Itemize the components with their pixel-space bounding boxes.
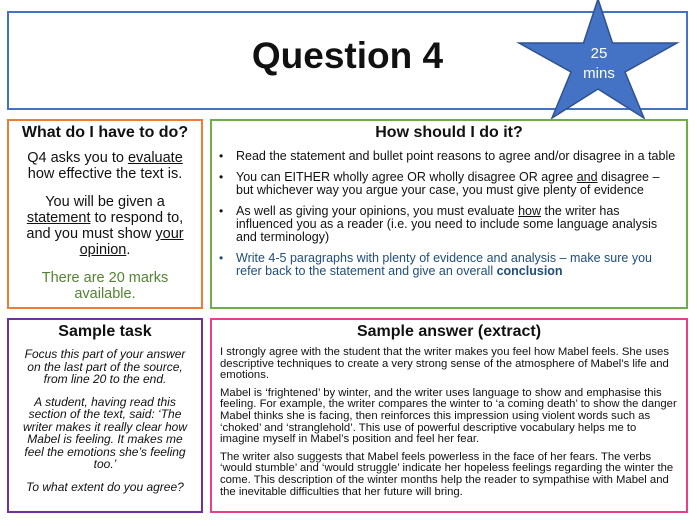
what-intro-pre: Q4 asks you to xyxy=(27,150,128,166)
task-paragraph-2: A student, having read this section of the text, said: ‘The writer makes it really clear how Mabel is feeling. It makes me feel the emotions she’s feeling too.’ xyxy=(22,394,188,471)
how-bullet-3-underlined: how xyxy=(518,204,542,218)
page-title: Question 4 xyxy=(251,35,444,76)
how-bullet-3-pre: As well as giving your opinions, you must evaluate xyxy=(236,204,519,218)
answer-heading: Sample answer (extract) xyxy=(356,323,542,340)
what-marks: There are 20 marks available. xyxy=(41,270,169,302)
how-bullet-4-pre: Write 4-5 paragraphs with plenty of evidence and analysis – make sure you refer back to the statement and give an overall xyxy=(236,251,652,278)
what-statement-underlined-1: statement xyxy=(26,210,91,226)
answer-paragraph-3: The writer also suggests that Mabel feels powerless in the face of her fears. The verbs ‘would stumble’ and ‘would struggle’ indicate her hopeless feelings regarding the winter the come. This description of the winter months help the reader to sympathise with Mabel and the inevitable difficulties that her future will bring. xyxy=(220,450,674,498)
how-bullet-4-bold: conclusion xyxy=(496,264,563,278)
how-bullet-3-post: the writer has influenced you as a reader (i.e. you need to include some language analysis and terminology) xyxy=(236,204,658,244)
what-statement-pre: You will be given a xyxy=(45,194,165,210)
bullet-dot-icon: • xyxy=(219,251,224,265)
how-bullet-list xyxy=(219,149,676,278)
how-bullet-2 xyxy=(219,170,676,197)
timer-minutes: 25 xyxy=(590,45,608,62)
what-statement xyxy=(15,194,195,258)
what-intro-post: how effective the text is. xyxy=(27,166,183,182)
how-bullet-2-pre: You can EITHER wholly agree OR wholly disagree OR agree xyxy=(236,170,577,184)
sample-task-panel xyxy=(7,318,203,513)
what-statement-mid: to respond to, and you must show xyxy=(26,210,184,242)
how-bullet-2-underlined: and xyxy=(576,170,598,184)
how-to-do-panel xyxy=(210,119,688,309)
what-statement-underlined-2: your opinion xyxy=(79,226,184,258)
how-bullet-1 xyxy=(219,149,676,163)
what-intro xyxy=(15,150,195,182)
what-statement-post: . xyxy=(126,242,131,258)
how-heading: How should I do it? xyxy=(375,124,523,141)
task-paragraph-1: Focus this part of your answer on the last part of the source, from line 20 to the end. xyxy=(24,347,186,386)
how-bullet-4 xyxy=(219,251,676,278)
what-heading: What do I have to do? xyxy=(21,124,189,141)
timer-unit: mins xyxy=(583,65,615,82)
bullet-dot-icon: • xyxy=(219,204,224,218)
answer-paragraph-1: I strongly agree with the student that the writer makes you feel how Mabel feels. She uses descriptive techniques to create a very strong sense of the atmosphere of Mabel’s life and emotions. xyxy=(220,346,669,382)
how-bullet-1-text: Read the statement and bullet point reasons to agree and/or disagree in a table xyxy=(236,149,676,163)
task-heading: Sample task xyxy=(58,323,152,340)
task-paragraph-3: To what extent do you agree? xyxy=(26,479,184,494)
sample-answer-panel xyxy=(210,318,688,513)
how-bullet-2-post: disagree – but whichever way you argue your case, you must give plenty of evidence xyxy=(236,170,660,197)
what-intro-underlined: evaluate xyxy=(127,150,183,166)
answer-paragraph-2: Mabel is ‘frightened’ by winter, and the writer uses language to show and emphasise this feeling. For example, the writer compares the winter to ‘a coming death’ to show the danger Mabel thinks she is facing, then reinforces this impression using violent words such as ‘choked’ and ‘stranglehold’. This use of powerful descriptive vocabulary helps me to imagine myself in Mabel’s position and feel her fear. xyxy=(220,386,677,446)
what-to-do-panel xyxy=(7,119,203,309)
how-bullet-3 xyxy=(219,204,676,244)
bullet-dot-icon: • xyxy=(219,170,224,184)
timer-label xyxy=(572,44,626,84)
bullet-dot-icon: • xyxy=(219,149,224,163)
